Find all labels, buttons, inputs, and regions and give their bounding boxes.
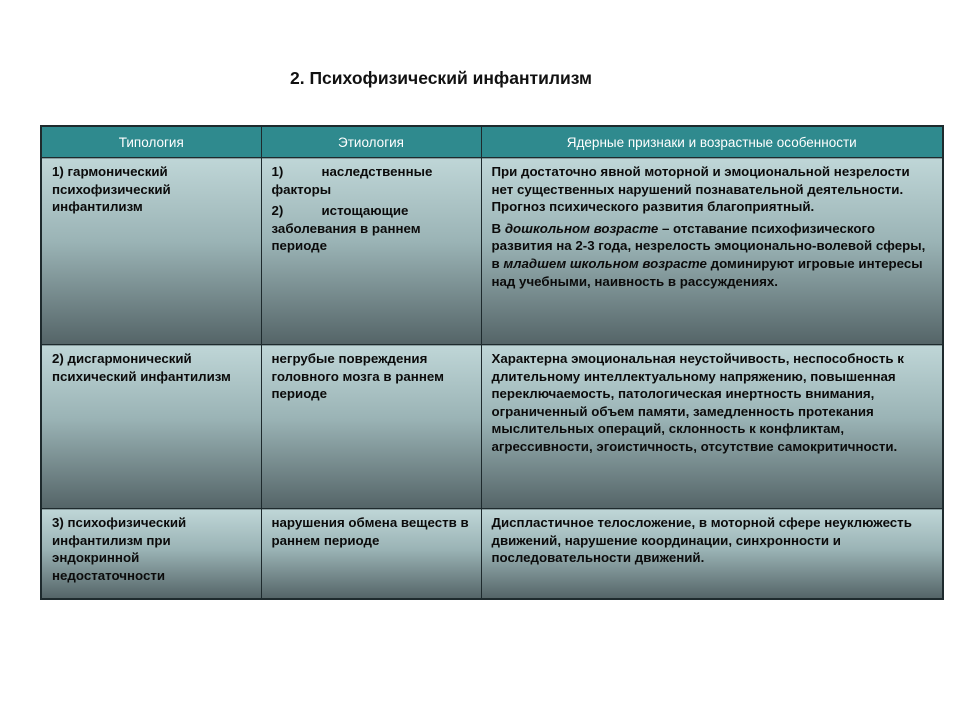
etiology-item-number: 1) [271, 164, 284, 179]
etiology-item-number: 2) [271, 203, 284, 219]
typology-cell: 3) психофизический инфантилизм при эндокринной недостаточности [41, 509, 261, 600]
emphasis-junior-school-age: младшем школьном возрасте [503, 255, 707, 271]
features-paragraph [492, 220, 935, 290]
table-row [41, 158, 943, 345]
text-span: – отставание психофизического развития на 2-3 года, незрелость эмоционально-волевой сферы, в [491, 220, 926, 271]
features-cell [481, 158, 943, 345]
typology-cell: 1) гармонический психофизический инфантилизм [41, 158, 261, 345]
etiology-item [272, 163, 473, 198]
features-cell: Диспластичное телосложение, в моторной сфере неуклюжесть движений, нарушение координации, синхронности и последовательности движений. [481, 509, 943, 600]
text-span: доминируют игровые интересы над учебными, наивность в рассуждениях. [491, 255, 923, 289]
etiology-item [272, 202, 473, 255]
table-row [41, 345, 943, 509]
features-paragraph: При достаточно явной моторной и эмоциональной незрелости нет существенных нарушений познавательной деятельности. Прогноз психического развития благоприятный. [491, 164, 910, 215]
etiology-cell: негрубые повреждения головного мозга в раннем периоде [261, 345, 481, 509]
text-span: В [491, 220, 505, 236]
etiology-cell [261, 158, 481, 345]
infantilism-table [40, 125, 944, 600]
header-etiology: Этиология [261, 126, 481, 158]
header-features: Ядерные признаки и возрастные особенности [481, 126, 943, 158]
etiology-item-text: наследственные факторы [271, 164, 433, 197]
header-typology: Типология [41, 126, 261, 158]
table-row [41, 509, 943, 600]
table-header-row [41, 126, 943, 158]
etiology-cell: нарушения обмена веществ в раннем периоде [261, 509, 481, 600]
emphasis-preschool-age: дошкольном возрасте [504, 220, 659, 236]
typology-cell: 2) дисгармонический психический инфантилизм [41, 345, 261, 509]
page-title: 2. Психофизический инфантилизм [290, 68, 592, 88]
features-cell: Характерна эмоциональная неустойчивость, неспособность к длительному интеллектуальному напряжению, повышенная переключаемость, патологическая инертность внимания, ограниченный объем памяти, замедленность протекания мыслительных операций, склонность к конфликтам, агрессивности, эгоистичность, отсутствие самокритичности. [481, 345, 943, 509]
etiology-item-text: истощающие заболевания в раннем периоде [271, 203, 421, 254]
